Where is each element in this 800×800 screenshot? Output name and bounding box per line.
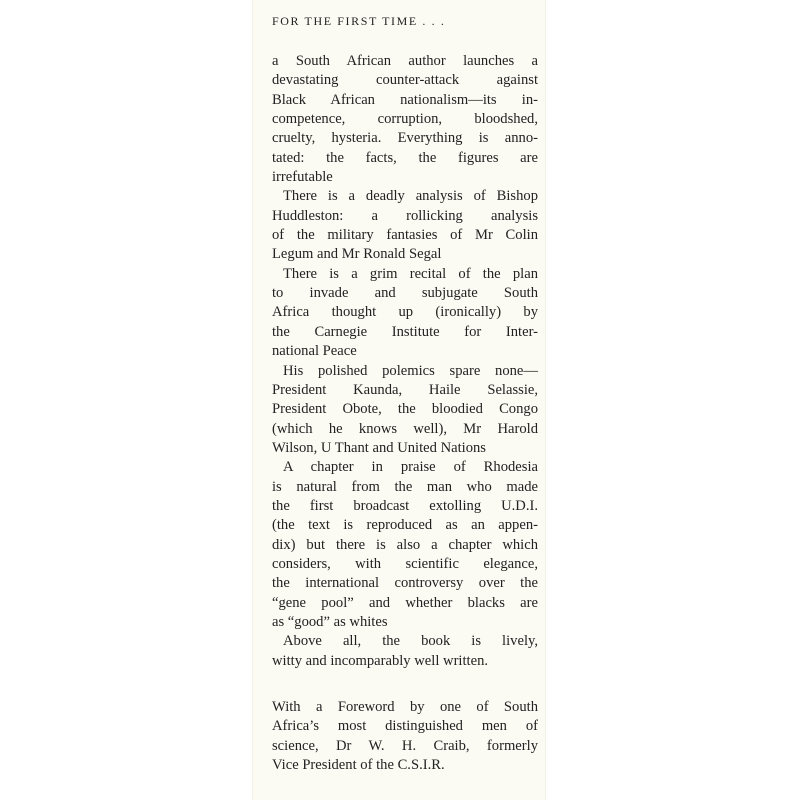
text-line: considers, with scientific elegance, [272,555,538,572]
paragraph-rhodesia [272,458,538,632]
text-line: as “good” as whites [272,613,388,630]
paragraph-carnegie [272,265,538,362]
text-line: to invade and subjugate South [272,285,538,302]
paragraph-polemics [272,362,538,459]
text-line: cruelty, hysteria. Everything is anno- [272,130,538,147]
header-title: FOR THE FIRST TIME . . . [272,14,446,28]
text-line: irrefutable [272,169,333,186]
paragraph-intro [272,52,538,187]
text-line: tated: the facts, the figures are [272,149,538,166]
text-line: Vice President of the C.S.I.R. [272,757,445,774]
text-line: “gene pool” and whether blacks are [272,594,538,611]
text-line: A chapter in praise of Rhodesia [283,459,538,476]
text-line: Legum and Mr Ronald Segal [272,246,442,263]
text-line: (which he knows well), Mr Harold [272,420,538,437]
text-line: His polished polemics spare none— [283,362,538,379]
paragraph-huddleston [272,187,538,264]
text-line: the international controversy over the [272,575,538,592]
text-line: (the text is reproduced as an appen- [272,517,538,534]
text-line: of the military fantasies of Mr Colin [272,227,538,244]
text-line: There is a deadly analysis of Bishop [283,188,538,205]
text-line: witty and incomparably well written. [272,652,489,669]
section-gap [272,671,538,698]
text-line: Africa’s most distinguished men of [272,718,538,735]
text-line: national Peace [272,343,357,360]
blurb-body [272,52,538,775]
text-line: Huddleston: a rollicking analysis [272,207,538,224]
text-line: Black African nationalism—its in- [272,91,538,108]
foreword-paragraph [272,698,538,775]
text-line: President Kaunda, Haile Selassie, [272,381,538,398]
text-line: the Carnegie Institute for Inter- [272,323,538,340]
text-line: There is a grim recital of the plan [283,265,538,282]
text-line: the first broadcast extolling U.D.I. [272,497,538,514]
text-line: Wilson, U Thant and United Nations [272,439,486,456]
text-line: devastating counter-attack against [272,72,538,89]
text-line: competence, corruption, bloodshed, [272,111,538,128]
book-jacket-flap [252,0,546,800]
text-line: Africa thought up (ironically) by [272,304,538,321]
text-line: President Obote, the bloodied Congo [272,401,538,418]
text-line: dix) but there is also a chapter which [272,536,538,553]
text-line: With a Foreword by one of South [272,699,538,715]
text-line: is natural from the man who made [272,478,538,495]
text-line: a South African author launches a [272,53,538,69]
text-line: Above all, the book is lively, [283,633,538,650]
paragraph-summary [272,632,538,671]
text-line: science, Dr W. H. Craib, formerly [272,737,538,754]
